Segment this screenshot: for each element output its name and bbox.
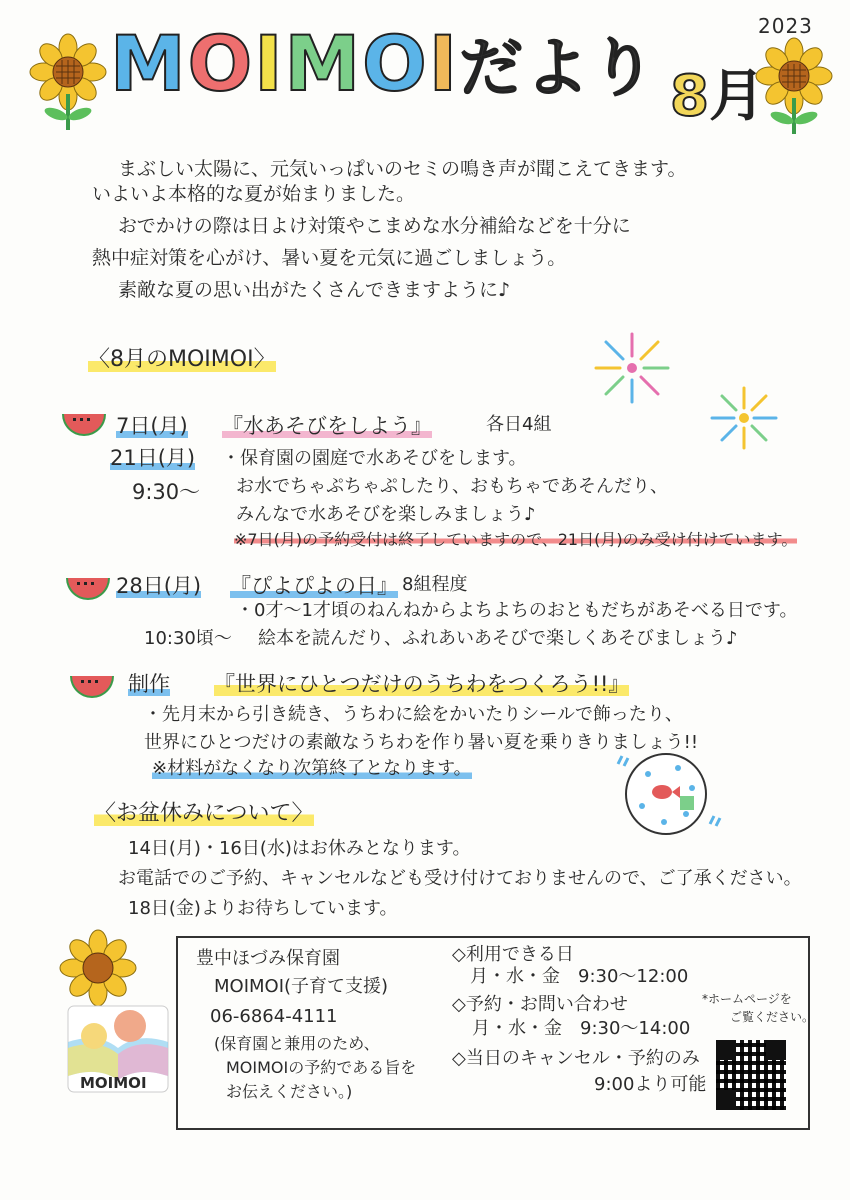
title-letter: M bbox=[284, 19, 363, 108]
event-title-text: 『ぴよぴよの日』 bbox=[230, 574, 398, 598]
event-time: 9:30～ bbox=[132, 480, 201, 504]
sunflower-icon-right bbox=[752, 36, 842, 136]
section-heading-text: 〈お盆休みについて〉 bbox=[94, 801, 314, 826]
intro-line: いよいよ本格的な夏が始まりました。 bbox=[92, 183, 416, 205]
cancel-note: 9:00より可能 bbox=[594, 1074, 707, 1095]
event-label-text: 制作 bbox=[128, 672, 170, 696]
brand-label: MOIMOI bbox=[80, 1074, 147, 1092]
phone-note: MOIMOIの予約である旨を bbox=[226, 1058, 417, 1077]
firework-icon bbox=[584, 324, 684, 414]
title-letter: O bbox=[187, 19, 255, 108]
event-note-text: ※材料がなくなり次第終了となります。 bbox=[152, 758, 472, 779]
event-line: ・0才～1才頃のねんねからよちよちのおともだちがあそべる日です。 bbox=[236, 600, 798, 621]
newsletter-title bbox=[110, 19, 658, 108]
event-line: ・保育園の園庭で水あそびをします。 bbox=[222, 448, 527, 469]
phone-note: お伝えください。) bbox=[226, 1082, 353, 1101]
year-label: 2023 bbox=[758, 14, 813, 38]
contact-value: 月・水・金 9:30～14:00 bbox=[472, 1018, 691, 1039]
event-note bbox=[234, 530, 797, 550]
event-line: 絵本を読んだり、ふれあいあそびで楽しくあそびましょう♪ bbox=[258, 628, 738, 649]
event-note bbox=[152, 758, 472, 781]
uchiwa-fan-icon bbox=[608, 744, 728, 844]
event-date-text: 21日(月) bbox=[110, 446, 196, 470]
sunflower-icon-left bbox=[28, 32, 118, 132]
title-letter: I bbox=[428, 19, 460, 108]
event-capacity: 8組程度 bbox=[402, 574, 468, 595]
event-title bbox=[214, 668, 629, 698]
event-title bbox=[222, 410, 432, 440]
title-letter: M bbox=[110, 19, 188, 108]
availability-heading: ◇利用できる日 bbox=[452, 944, 574, 965]
event-date-text: 28日(月) bbox=[116, 574, 202, 598]
month-number: 8 bbox=[670, 64, 709, 129]
program-name: MOIMOI(子育て支援) bbox=[214, 976, 389, 997]
intro-line: 熱中症対策を心がけ、暑い夏を元気に過ごしましょう。 bbox=[92, 247, 567, 269]
section-heading-obon bbox=[94, 796, 314, 827]
event-time: 10:30頃～ bbox=[144, 628, 232, 649]
intro-line: まぶしい太陽に、元気いっぱいのセミの鳴き声が聞こえてきます。 bbox=[118, 158, 687, 180]
homepage-note: *ホームページを bbox=[702, 992, 792, 1006]
title-suffix: だより bbox=[459, 32, 658, 106]
phone-number: 06-6864-4111 bbox=[210, 1006, 338, 1027]
event-line: ・先月末から引き続き、うちわに絵をかいたりシールで飾ったり、 bbox=[144, 704, 683, 725]
section-heading-august bbox=[88, 342, 276, 373]
title-letter: O bbox=[362, 19, 429, 108]
event-title bbox=[230, 570, 398, 600]
availability-value: 月・水・金 9:30～12:00 bbox=[470, 966, 689, 987]
event-title-text: 『世界にひとつだけのうちわをつくろう!!』 bbox=[214, 672, 630, 696]
watermelon-icon bbox=[70, 676, 114, 698]
obon-line: お電話でのご予約、キャンセルなども受け付けておりませんので、ご了承ください。 bbox=[118, 868, 802, 889]
qr-code[interactable] bbox=[716, 1040, 786, 1110]
cancel-note: ◇当日のキャンセル・予約のみ bbox=[452, 1048, 700, 1069]
event-title-text: 『水あそびをしよう』 bbox=[222, 414, 432, 438]
month-label bbox=[670, 52, 765, 132]
contact-heading: ◇予約・お問い合わせ bbox=[452, 994, 628, 1015]
title-letter: I bbox=[254, 19, 285, 108]
obon-line: 18日(金)よりお待ちしています。 bbox=[128, 898, 398, 919]
event-capacity: 各日4組 bbox=[486, 414, 552, 435]
event-date-text: 7日(月) bbox=[116, 414, 188, 438]
event-line: 世界にひとつだけの素敵なうちわを作り暑い夏を乗りきりましょう!! bbox=[144, 732, 699, 753]
section-heading-text: 〈8月のMOIMOI〉 bbox=[88, 347, 276, 372]
phone-note: (保育園と兼用のため、 bbox=[214, 1034, 380, 1053]
obon-line: 14日(月)・16日(水)はお休みとなります。 bbox=[128, 838, 471, 859]
month-unit: 月 bbox=[708, 64, 765, 129]
event-date bbox=[116, 410, 188, 440]
event-note-text: ※7日(月)の予約受付は終了していますので、21日(月)のみ受け付けています。 bbox=[234, 530, 798, 549]
homepage-note: ご覧ください。 bbox=[730, 1010, 815, 1024]
event-date bbox=[116, 570, 201, 600]
event-date bbox=[110, 442, 195, 472]
firework-icon bbox=[700, 378, 790, 458]
event-line: お水でちゃぷちゃぷしたり、おもちゃであそんだり、 bbox=[236, 476, 668, 497]
watermelon-icon bbox=[66, 578, 110, 600]
watermelon-icon bbox=[62, 414, 106, 436]
event-line: みんなで水あそびを楽しみましょう♪ bbox=[236, 504, 536, 525]
event-label bbox=[128, 668, 170, 698]
intro-line: おでかけの際は日よけ対策やこまめな水分補給などを十分に bbox=[118, 215, 631, 237]
facility-name: 豊中ほづみ保育園 bbox=[196, 948, 340, 969]
intro-line: 素敵な夏の思い出がたくさんできますように♪ bbox=[118, 279, 511, 301]
